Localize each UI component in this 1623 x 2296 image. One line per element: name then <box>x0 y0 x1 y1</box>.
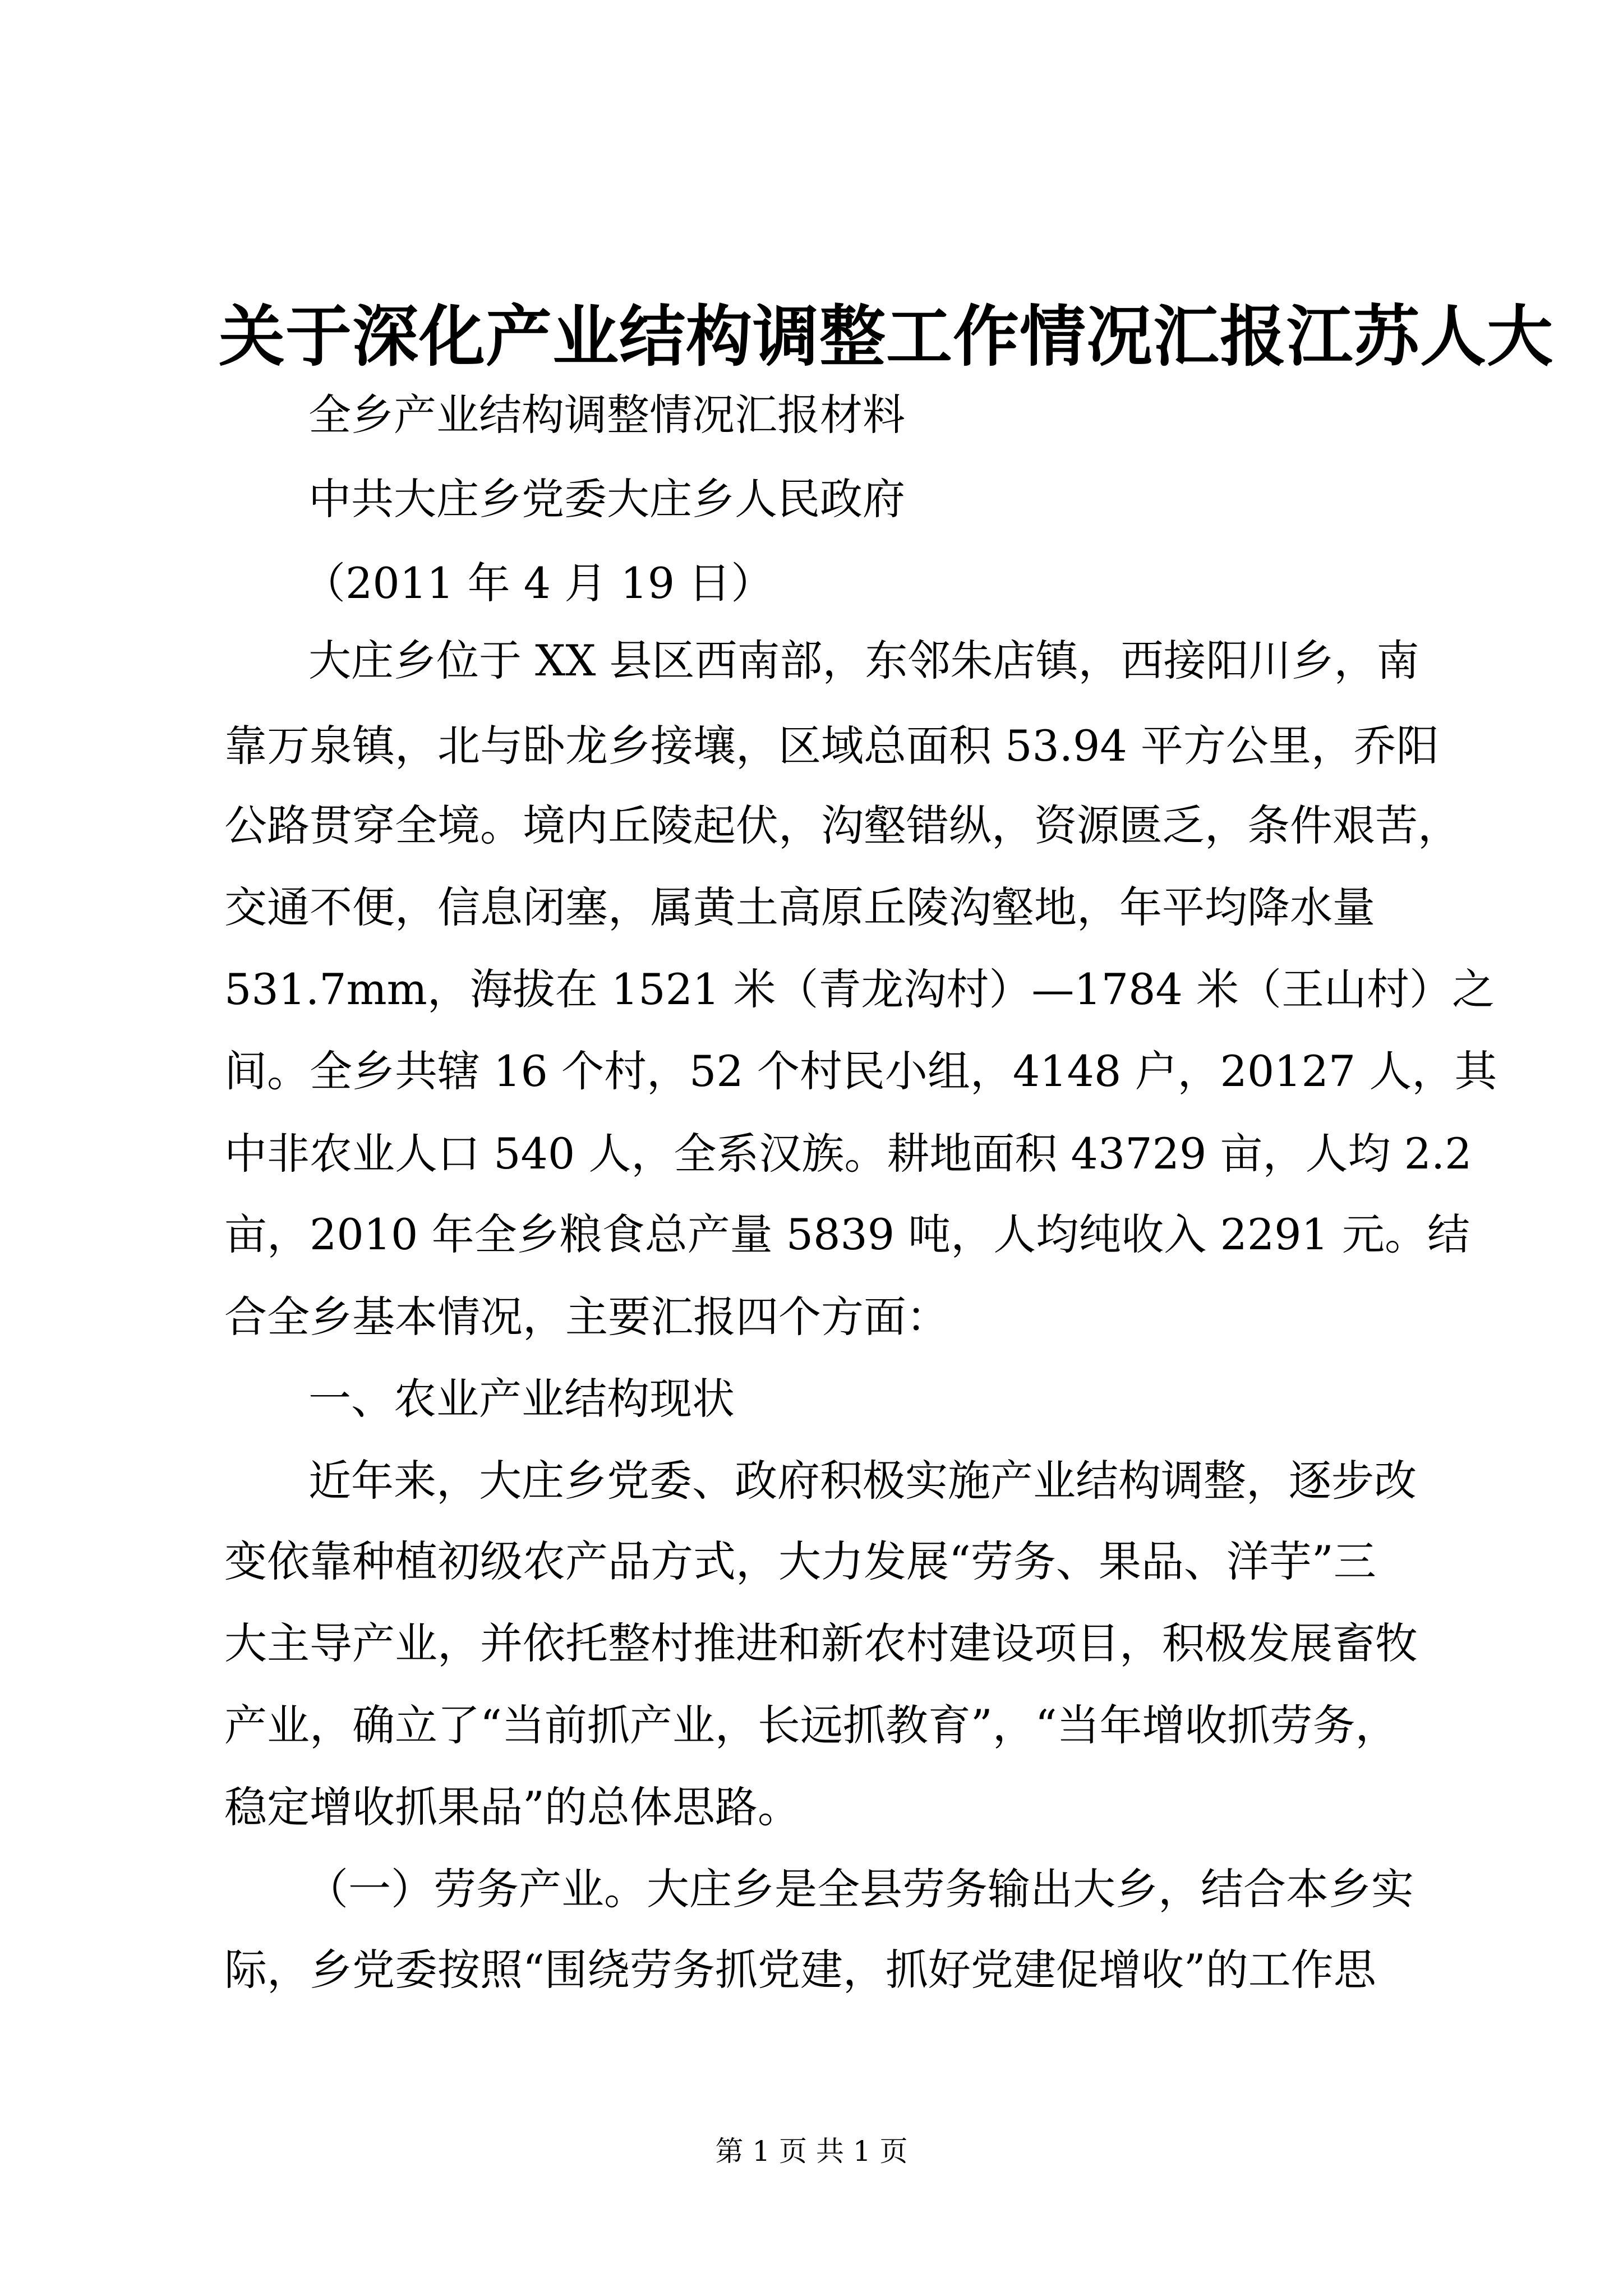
body-line: 大庄乡位于 XX 县区西南部，东邻朱店镇，西接阳川乡，南 <box>308 636 1419 685</box>
body-line: 531.7mm，海拔在 1521 米（青龙沟村）—1784 米（王山村）之 <box>224 964 1495 1014</box>
body-line: 亩，2010 年全乡粮食总产量 5839 吨，人均纯收入 2291 元。结 <box>224 1209 1470 1259</box>
document-title: 关于深化产业结构调整工作情况汇报江苏人大 <box>219 297 1554 375</box>
body-line: 稳定增收抓果品”的总体思路。 <box>224 1782 800 1832</box>
date-line: （2011 年 4 月 19 日） <box>303 558 774 608</box>
section-heading: 一、农业产业结构现状 <box>308 1374 735 1424</box>
issuer-line: 中共大庄乡党委大庄乡人民政府 <box>308 474 905 524</box>
body-line: 合全乡基本情况，主要汇报四个方面： <box>224 1292 949 1342</box>
body-line: 靠万泉镇，北与卧龙乡接壤，区域总面积 53.94 平方公里，乔阳 <box>224 721 1439 771</box>
page-number: 第 1 页 共 1 页 <box>715 2135 908 2168</box>
subtitle-line: 全乡产业结构调整情况汇报材料 <box>308 390 905 440</box>
body-line: 间。全乡共辖 16 个村，52 个村民小组，4148 户，20127 人，其 <box>224 1046 1497 1096</box>
body-line: 交通不便，信息闭塞，属黄土高原丘陵沟壑地，年平均降水量 <box>224 882 1375 932</box>
body-line: 公路贯穿全境。境内丘陵起伏，沟壑错纵，资源匮乏，条件艰苦， <box>224 800 1460 850</box>
body-line: 产业，确立了“当前抓产业，长远抓教育”，“当年增收抓劳务， <box>224 1700 1398 1750</box>
body-line: 变依靠种植初级农产品方式，大力发展“劳务、果品、洋芋”三 <box>224 1536 1376 1586</box>
body-line: 大主导产业，并依托整村推进和新农村建设项目，积极发展畜牧 <box>224 1618 1418 1668</box>
body-line: 中非农业人口 540 人，全系汉族。耕地面积 43729 亩，人均 2.2 <box>224 1129 1472 1179</box>
body-line: 近年来，大庄乡党委、政府积极实施产业结构调整，逐步改 <box>308 1456 1417 1506</box>
body-line: 际，乡党委按照“围绕劳务抓党建，抓好党建促增收”的工作思 <box>224 1945 1376 1995</box>
body-line: （一）劳务产业。大庄乡是全县劳务输出大乡，结合本乡实 <box>306 1864 1414 1914</box>
